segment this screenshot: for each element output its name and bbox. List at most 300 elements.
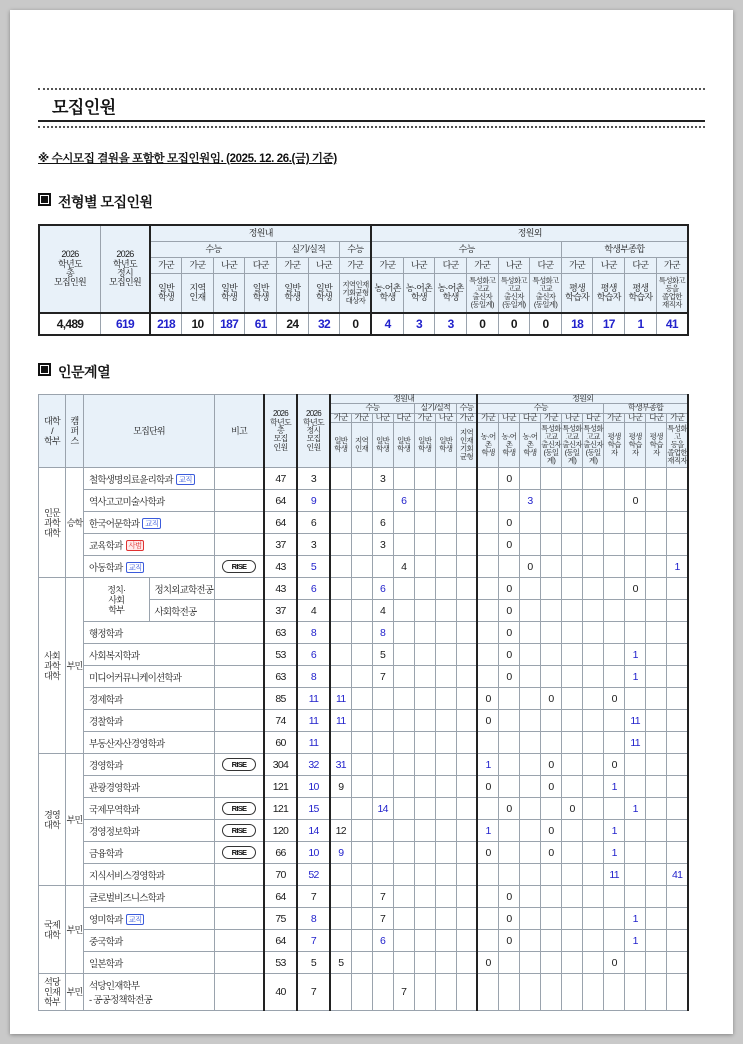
col-jeongsi-header: 2026 학년도 정시 모집인원 — [101, 225, 151, 313]
cell-value — [646, 842, 667, 864]
cell-unit: 지식서비스경영학과 — [84, 864, 215, 886]
cell-value — [477, 666, 498, 688]
cell-value — [667, 952, 688, 974]
table-row — [39, 886, 689, 908]
page-title-band — [38, 88, 705, 128]
type-label: 일반 학생 — [330, 423, 351, 468]
cell-value — [646, 798, 667, 820]
cell-value: 7 — [372, 886, 393, 908]
cell-campus: 부민 — [66, 578, 84, 754]
table-row — [39, 490, 689, 512]
cell-value — [414, 952, 435, 974]
cell-value — [456, 864, 477, 886]
cell-value — [604, 622, 625, 644]
cell-value — [477, 512, 498, 534]
cell-value: 0 — [477, 688, 498, 710]
group-label: 가군 — [604, 413, 625, 422]
cell-value — [456, 688, 477, 710]
cell-value — [667, 534, 688, 556]
group-label: 가군 — [477, 413, 498, 422]
cell-value — [540, 864, 561, 886]
cell-value — [393, 864, 414, 886]
cell-value: 1 — [625, 908, 646, 930]
cell-value: 41 — [656, 313, 688, 335]
admissions-summary-table — [38, 224, 689, 336]
cell-value — [583, 930, 604, 952]
group-label: 다군 — [519, 413, 540, 422]
cell-value — [435, 578, 456, 600]
cell-value — [330, 864, 351, 886]
cell-value — [604, 556, 625, 578]
cell-value: 3 — [519, 490, 540, 512]
type-label: 특성화 고교 출신자 (동일계) — [540, 423, 561, 468]
type-label: 일반 학생 — [150, 274, 182, 314]
group-label: 나군 — [498, 413, 519, 422]
cell-value: 41 — [667, 864, 688, 886]
cell-value — [351, 666, 372, 688]
cell-value — [562, 732, 583, 754]
cell-unit: 철학생명의료윤리학과 교직 — [84, 468, 215, 490]
cell-value — [562, 952, 583, 974]
table-row — [39, 556, 689, 578]
cell-value: 14 — [372, 798, 393, 820]
cell-value: 0 — [477, 710, 498, 732]
cell-value — [540, 556, 561, 578]
cell-unit: 중국학과 — [84, 930, 215, 952]
cell-value — [372, 490, 393, 512]
cell-total: 64 — [264, 886, 297, 908]
cell-value — [372, 732, 393, 754]
cell-value — [540, 732, 561, 754]
cell-unit: 사회복지학과 — [84, 644, 215, 666]
cell-value — [583, 512, 604, 534]
cell-value — [519, 534, 540, 556]
type-label: 일반 학생 — [414, 423, 435, 468]
cell-value — [414, 864, 435, 886]
cell-value — [562, 776, 583, 798]
cell-unit: 금융학과 — [84, 842, 215, 864]
cell-total: 40 — [264, 974, 297, 1011]
cell-value — [583, 952, 604, 974]
cell-value — [435, 930, 456, 952]
cell-value: 0 — [498, 534, 519, 556]
type-label: 특성화고 등을 졸업한 재직자 — [656, 274, 688, 314]
cell-remark — [215, 842, 265, 864]
note-text: ※ 수시모집 결원을 포함한 모집인원임. (2025. 12. 26.(금) 기준) — [38, 153, 337, 165]
cell-remark — [215, 864, 265, 886]
cell-value — [351, 688, 372, 710]
cell-value — [562, 688, 583, 710]
cell-value — [540, 952, 561, 974]
cell-value: 24 — [277, 313, 309, 335]
cell-total: 75 — [264, 908, 297, 930]
cell-value: 0 — [540, 688, 561, 710]
cell-jeongsi: 3 — [297, 468, 330, 490]
cell-value — [477, 644, 498, 666]
cell-value: 0 — [498, 886, 519, 908]
cell-total: 120 — [264, 820, 297, 842]
cell-value — [372, 688, 393, 710]
cell-value — [646, 732, 667, 754]
cell-value — [330, 578, 351, 600]
group-label: 가군 — [340, 258, 372, 274]
cell-value — [646, 776, 667, 798]
cell-value — [498, 820, 519, 842]
cell-value — [562, 512, 583, 534]
type-label: 농·어 촌 학생 — [519, 423, 540, 468]
group-suneung: 수능 — [150, 242, 277, 258]
cell-value — [435, 776, 456, 798]
cell-value: 0 — [604, 688, 625, 710]
cell-value: 0 — [498, 908, 519, 930]
cell-value — [330, 930, 351, 952]
cell-value — [372, 842, 393, 864]
group-label: 나군 — [498, 258, 530, 274]
cell-value — [414, 908, 435, 930]
cell-value — [414, 468, 435, 490]
cell-value — [414, 622, 435, 644]
page-title: 모집인원 — [38, 93, 705, 122]
group-label: 가군 — [561, 258, 593, 274]
cell-unit: 영미학과 교직 — [84, 908, 215, 930]
cell-value — [456, 578, 477, 600]
cell-value: 0 — [540, 776, 561, 798]
cell-value — [393, 930, 414, 952]
cell-value — [646, 534, 667, 556]
cell-jeongsi: 9 — [297, 490, 330, 512]
badge-rise: RISE — [222, 824, 257, 837]
cell-value — [625, 556, 646, 578]
cell-campus: 승학 — [66, 468, 84, 578]
type-label: 일반 학생 — [245, 274, 277, 314]
cell-value — [435, 556, 456, 578]
cell-value — [583, 886, 604, 908]
cell-value: 0 — [498, 644, 519, 666]
type-label: 일반 학생 — [372, 423, 393, 468]
cell-total: 63 — [264, 666, 297, 688]
group-label: 나군 — [308, 258, 340, 274]
badge-gyojik: 교직 — [126, 562, 145, 574]
group-haksaengbu: 학생부종합 — [604, 404, 688, 413]
group-label: 나군 — [625, 413, 646, 422]
group-label: 가군 — [667, 413, 688, 422]
cell-value — [583, 776, 604, 798]
cell-value — [393, 710, 414, 732]
cell-jeongsi: 4 — [297, 600, 330, 622]
type-label: 지역 인재 — [182, 274, 214, 314]
cell-value — [498, 864, 519, 886]
type-label: 농·어 촌 학생 — [498, 423, 519, 468]
cell-value — [625, 754, 646, 776]
type-label: 일반 학생 — [393, 423, 414, 468]
cell-value — [498, 710, 519, 732]
table-row — [39, 644, 689, 666]
col-total-header: 2026 학년도 총 모집 인원 — [264, 395, 297, 468]
cell-value — [477, 468, 498, 490]
cell-value — [646, 666, 667, 688]
cell-value — [519, 798, 540, 820]
cell-value — [625, 600, 646, 622]
cell-jeongsi: 11 — [297, 710, 330, 732]
cell-value: 0 — [540, 842, 561, 864]
cell-value: 5 — [372, 644, 393, 666]
cell-value — [540, 974, 561, 1011]
cell-value — [435, 644, 456, 666]
cell-value: 12 — [330, 820, 351, 842]
badge-rise: RISE — [222, 802, 257, 815]
cell-value: 0 — [498, 313, 530, 335]
cell-jeongsi: 15 — [297, 798, 330, 820]
cell-value — [604, 908, 625, 930]
col-college-header: 대학 / 학부 — [39, 395, 66, 468]
type-label: 평생 학습자 — [593, 274, 625, 314]
cell-value — [646, 754, 667, 776]
group-label: 가군 — [150, 258, 182, 274]
cell-value — [435, 908, 456, 930]
cell-value: 11 — [330, 688, 351, 710]
cell-value — [435, 710, 456, 732]
cell-value — [583, 754, 604, 776]
cell-unit: 경찰학과 — [84, 710, 215, 732]
cell-value: 8 — [372, 622, 393, 644]
cell-jeongsi: 14 — [297, 820, 330, 842]
cell-value — [519, 688, 540, 710]
cell-value — [625, 864, 646, 886]
cell-unit: 경영정보학과 — [84, 820, 215, 842]
cell-value — [540, 534, 561, 556]
cell-campus: 부민 — [66, 886, 84, 974]
type-label: 농·어촌 학생 — [371, 274, 403, 314]
cell-value: 11 — [625, 710, 646, 732]
cell-value: 3 — [372, 534, 393, 556]
cell-value — [456, 886, 477, 908]
cell-unit: 관광경영학과 — [84, 776, 215, 798]
group-label: 나군 — [372, 413, 393, 422]
group-in-quota: 정원내 — [150, 225, 371, 242]
cell-value — [498, 952, 519, 974]
group-label: 나군 — [593, 258, 625, 274]
cell-value — [414, 666, 435, 688]
cell-value — [646, 864, 667, 886]
cell-value — [646, 600, 667, 622]
cell-value: 1 — [625, 313, 657, 335]
cell-value — [351, 754, 372, 776]
cell-value — [477, 974, 498, 1011]
cell-value — [477, 556, 498, 578]
cell-value: 1 — [667, 556, 688, 578]
cell-value — [540, 644, 561, 666]
group-silgi: 실기/실적 — [414, 404, 456, 413]
cell-value — [562, 666, 583, 688]
table-row — [39, 225, 688, 242]
table-row — [39, 908, 689, 930]
cell-value — [667, 578, 688, 600]
cell-value — [393, 512, 414, 534]
cell-value — [351, 622, 372, 644]
cell-value — [540, 512, 561, 534]
table-row — [39, 820, 689, 842]
cell-value — [604, 974, 625, 1011]
cell-value — [562, 600, 583, 622]
cell-value: 11 — [330, 710, 351, 732]
cell-value — [625, 886, 646, 908]
cell-value — [393, 732, 414, 754]
cell-value — [519, 622, 540, 644]
cell-value — [540, 798, 561, 820]
cell-jeongsi: 619 — [101, 313, 151, 335]
cell-value — [414, 798, 435, 820]
cell-value — [456, 908, 477, 930]
cell-value — [351, 468, 372, 490]
cell-value: 0 — [562, 798, 583, 820]
table-row — [39, 512, 689, 534]
cell-college: 사회 과학 대학 — [39, 578, 66, 754]
cell-value — [456, 820, 477, 842]
group-out-quota: 정원외 — [371, 225, 688, 242]
cell-value — [456, 666, 477, 688]
type-label: 농·어 촌 학생 — [477, 423, 498, 468]
cell-jeongsi: 8 — [297, 666, 330, 688]
cell-value — [519, 512, 540, 534]
cell-value — [625, 776, 646, 798]
cell-value — [414, 600, 435, 622]
cell-value — [604, 578, 625, 600]
col-total-header: 2026 학년도 총 모집인원 — [39, 225, 101, 313]
cell-value — [393, 578, 414, 600]
cell-value: 218 — [150, 313, 182, 335]
cell-total: 66 — [264, 842, 297, 864]
cell-value: 1 — [604, 776, 625, 798]
table-row — [39, 688, 689, 710]
cell-value — [456, 754, 477, 776]
cell-value — [604, 490, 625, 512]
type-label: 평생 학습 자 — [625, 423, 646, 468]
cell-value — [330, 908, 351, 930]
cell-value: 3 — [403, 313, 435, 335]
cell-remark — [215, 820, 265, 842]
cell-college: 인문 과학 대학 — [39, 468, 66, 578]
cell-unit: 글로벌비즈니스학과 — [84, 886, 215, 908]
cell-value: 0 — [498, 798, 519, 820]
cell-value — [562, 622, 583, 644]
cell-value — [519, 578, 540, 600]
cell-value: 1 — [604, 842, 625, 864]
cell-remark — [215, 600, 265, 622]
cell-value — [456, 534, 477, 556]
cell-value — [330, 666, 351, 688]
col-jeongsi-header: 2026 학년도 정시 모집 인원 — [297, 395, 330, 468]
cell-value — [351, 798, 372, 820]
cell-value — [330, 798, 351, 820]
cell-value — [393, 820, 414, 842]
col-unit-header: 모집단위 — [84, 395, 215, 468]
cell-value: 1 — [477, 820, 498, 842]
cell-value — [330, 622, 351, 644]
cell-value — [351, 578, 372, 600]
cell-value — [562, 534, 583, 556]
cell-value — [414, 776, 435, 798]
cell-value — [625, 974, 646, 1011]
group-suneung: 수능 — [340, 242, 372, 258]
cell-value — [604, 886, 625, 908]
cell-value: 1 — [604, 820, 625, 842]
group-suneung: 수능 — [456, 404, 477, 413]
cell-value — [562, 842, 583, 864]
cell-unit: 아동학과 교직 — [84, 556, 215, 578]
cell-remark — [215, 490, 265, 512]
cell-value: 17 — [593, 313, 625, 335]
cell-value — [393, 776, 414, 798]
cell-jeongsi: 11 — [297, 688, 330, 710]
cell-value — [646, 578, 667, 600]
cell-value — [625, 820, 646, 842]
cell-value — [583, 842, 604, 864]
cell-value — [435, 952, 456, 974]
cell-value — [667, 974, 688, 1011]
cell-value — [435, 622, 456, 644]
cell-total: 60 — [264, 732, 297, 754]
cell-value — [477, 534, 498, 556]
cell-value — [393, 534, 414, 556]
cell-value — [414, 732, 435, 754]
cell-value — [414, 644, 435, 666]
cell-value — [456, 512, 477, 534]
cell-unit: 정치외교학전공 — [149, 578, 215, 600]
cell-jeongsi: 5 — [297, 556, 330, 578]
cell-value — [477, 908, 498, 930]
cell-value — [519, 842, 540, 864]
cell-value — [477, 798, 498, 820]
cell-value — [435, 512, 456, 534]
col-campus-header: 캠 퍼 스 — [66, 395, 84, 468]
cell-value — [393, 468, 414, 490]
cell-value: 7 — [393, 974, 414, 1011]
badge-rise: RISE — [222, 846, 257, 859]
cell-value: 0 — [477, 952, 498, 974]
cell-remark — [215, 710, 265, 732]
cell-remark — [215, 974, 265, 1011]
cell-value: 0 — [540, 820, 561, 842]
cell-value — [477, 622, 498, 644]
cell-value — [519, 776, 540, 798]
group-in-quota: 정원내 — [330, 395, 477, 404]
cell-value — [330, 732, 351, 754]
cell-value — [498, 688, 519, 710]
cell-value — [604, 732, 625, 754]
cell-total: 64 — [264, 512, 297, 534]
cell-total: 64 — [264, 490, 297, 512]
cell-value — [498, 732, 519, 754]
cell-total: 43 — [264, 556, 297, 578]
cell-value — [351, 908, 372, 930]
cell-value: 1 — [625, 798, 646, 820]
humanities-detail-table — [38, 394, 689, 1011]
cell-remark — [215, 930, 265, 952]
group-label: 다군 — [530, 258, 562, 274]
cell-value: 0 — [477, 776, 498, 798]
cell-value — [519, 864, 540, 886]
cell-value: 0 — [477, 842, 498, 864]
cell-value: 9 — [330, 776, 351, 798]
cell-value — [583, 622, 604, 644]
cell-jeongsi: 7 — [297, 974, 330, 1011]
cell-value — [519, 468, 540, 490]
type-label: 일반 학생 — [213, 274, 245, 314]
table-row-values — [39, 313, 688, 335]
cell-value — [667, 512, 688, 534]
cell-unit: 경제학과 — [84, 688, 215, 710]
cell-value — [583, 820, 604, 842]
